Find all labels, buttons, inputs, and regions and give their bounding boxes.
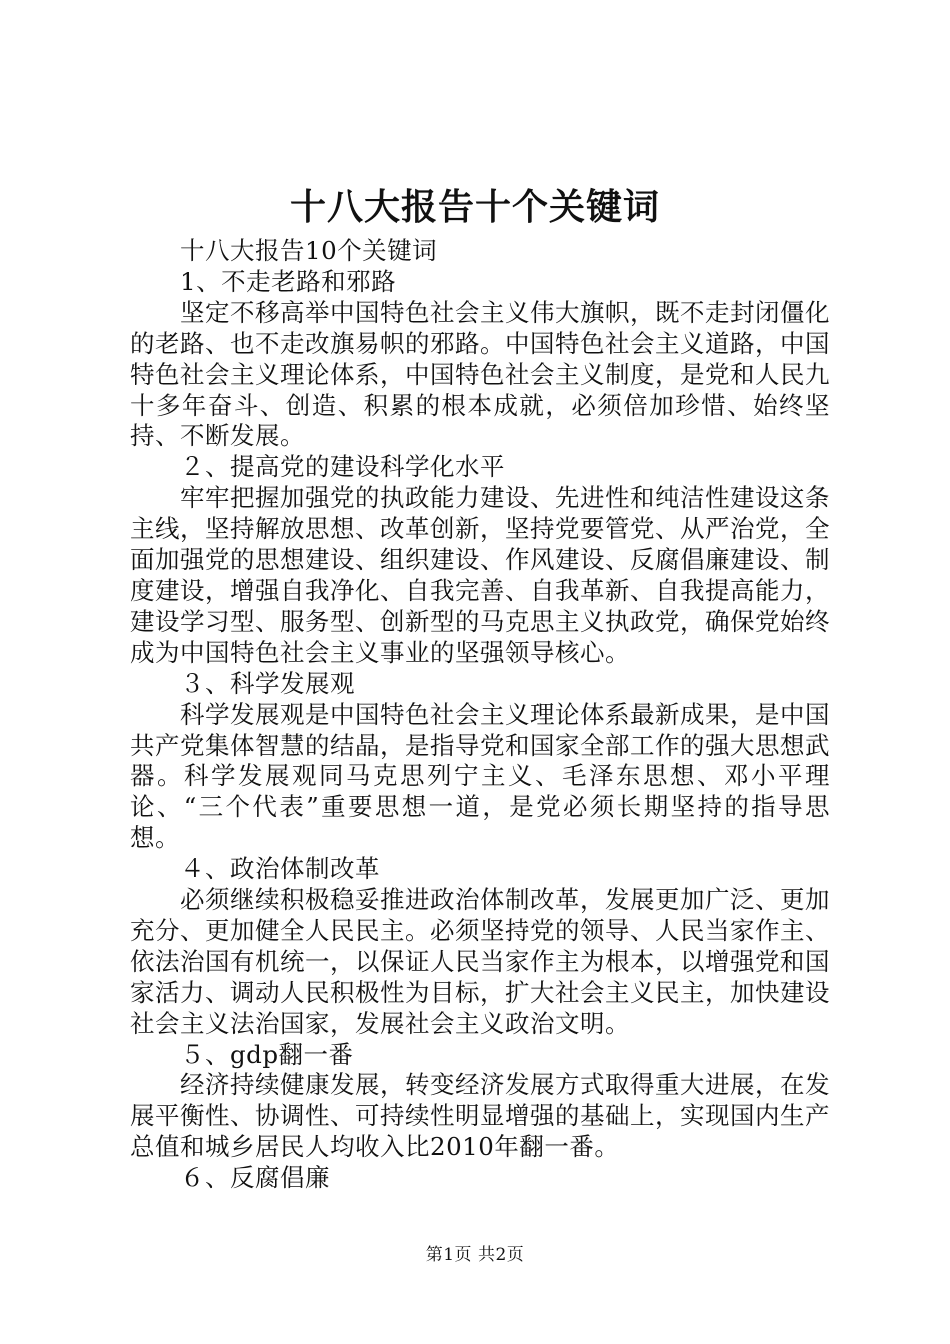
section-heading-4: ４、政治体制改革 [180,854,380,884]
section-heading-6: ６、反腐倡廉 [180,1163,330,1193]
section-heading-3: ３、科学发展观 [180,668,355,698]
section-paragraph-1: 坚定不移高举中国特色社会主义伟大旗帜，既不走封闭僵化的老路、也不走改旗易帜的邪路。中国特色社会主义道路，中国特色社会主义理论体系，中国特色社会主义制度，是党和人民九十多年奋斗、创造、积累的根本成就，必须倍加珍惜、始终坚持、不断发展。 [130,297,830,451]
section-paragraph-3: 科学发展观是中国特色社会主义理论体系最新成果，是中国共产党集体智慧的结晶，是指导党和国家全部工作的强大思想武器。科学发展观同马克思列宁主义、毛泽东思想、邓小平理论、“三个代表”重要思想一道，是党必须长期坚持的指导思想。 [130,699,830,853]
document-title: 十八大报告十个关键词 [289,186,660,228]
section-paragraph-4: 必须继续积极稳妥推进政治体制改革，发展更加广泛、更加充分、更加健全人民民主。必须坚持党的领导、人民当家作主、依法治国有机统一，以保证人民当家作主为根本，以增强党和国家活力、调动人民积极性为目标，扩大社会主义民主，加快建设社会主义法治国家，发展社会主义政治文明。 [130,885,830,1038]
page-footer: 第1页 共2页 [425,1245,525,1265]
document-subtitle: 十八大报告10个关键词 [180,236,438,265]
section-heading-5: ５、gdp翻一番 [180,1039,354,1069]
section-paragraph-5: 经济持续健康发展，转变经济发展方式取得重大进展，在发展平衡性、协调性、可持续性明显增强的基础上，实现国内生产总值和城乡居民人均收入比2010年翻一番。 [130,1070,830,1162]
section-heading-2: ２、提高党的建设科学化水平 [180,452,505,482]
section-paragraph-2: 牢牢把握加强党的执政能力建设、先进性和纯洁性建设这条主线，坚持解放思想、改革创新，坚持党要管党、从严治党，全面加强党的思想建设、组织建设、作风建设、反腐倡廉建设、制度建设，增强自我净化、自我完善、自我革新、自我提高能力，建设学习型、服务型、创新型的马克思主义执政党，确保党始终成为中国特色社会主义事业的坚强领导核心。 [130,483,830,667]
document-body [130,236,830,1194]
section-heading-1: 1、不走老路和邪路 [180,266,397,296]
